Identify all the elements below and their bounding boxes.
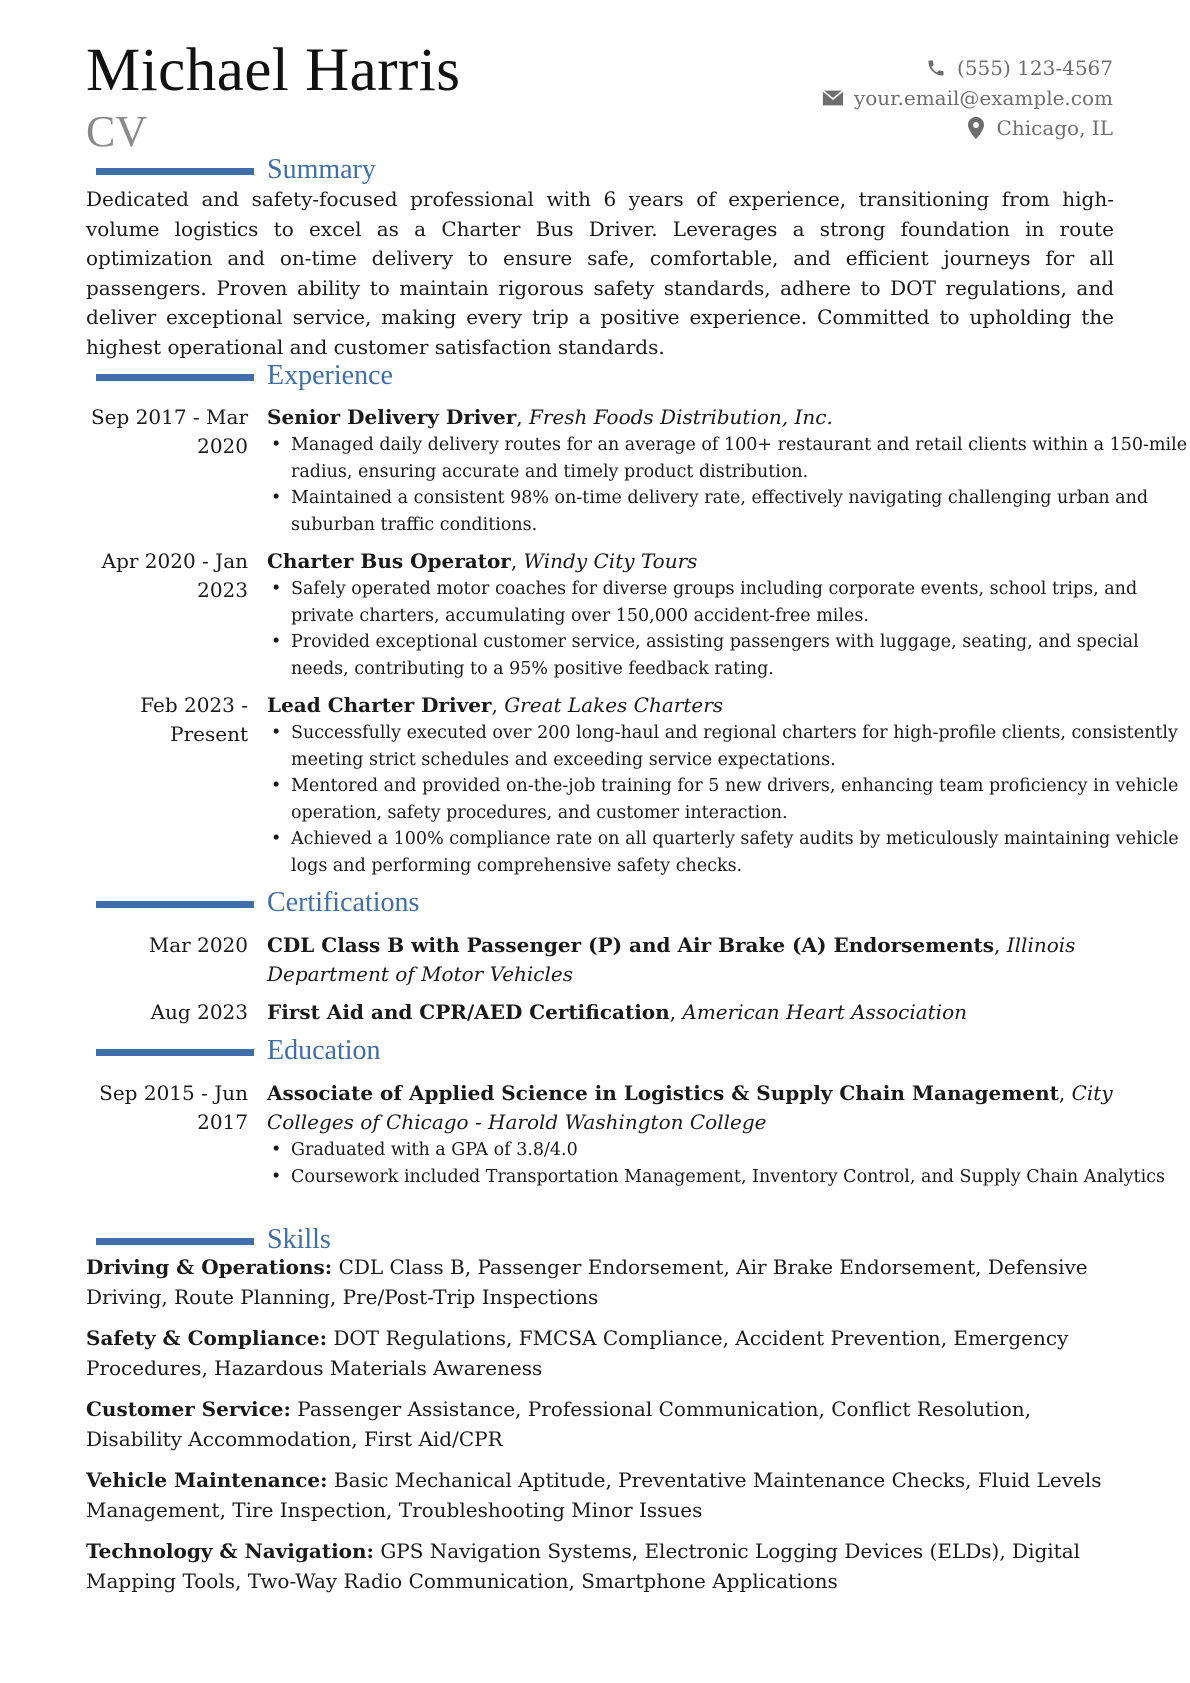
bullet-item: • Maintained a consistent 98% on-time delivery rate, effectively navigating challenging urban and suburban traffic conditions.	[267, 485, 1190, 538]
contact-phone[interactable]	[822, 53, 1113, 83]
candidate-name: Michael Harris	[86, 37, 461, 104]
section-title-skills: Skills	[267, 1224, 331, 1255]
section-accent-bar	[96, 1049, 254, 1056]
job-title: Lead Charter Driver	[267, 693, 492, 717]
skill-category: Technology & Navigation:	[86, 1539, 374, 1563]
bullet-item: • Successfully executed over 200 long-haul and regional charters for high-profile clients, consistently meeting strict schedules and exceeding service expectations.	[267, 720, 1190, 773]
certification-name: First Aid and CPR/AED Certification	[267, 1000, 670, 1024]
entry-date: Feb 2023 - Present	[140, 693, 248, 746]
skill-values: GPS Navigation Systems, Electronic Logging Devices (ELDs), Digital Mapping Tools, Two-Way Radio Communication, Smartphone Applications	[86, 1539, 1081, 1593]
entry-date: Mar 2020	[148, 933, 248, 957]
document-subtitle: CV	[86, 107, 148, 156]
entry-heading: Senior Delivery Driver, Fresh Foods Distribution, Inc.	[267, 405, 833, 429]
bullet-list	[267, 576, 1190, 682]
employer: Fresh Foods Distribution, Inc.	[528, 405, 833, 429]
employer: Great Lakes Charters	[504, 693, 724, 717]
bullet-list	[267, 1137, 1190, 1190]
entry-heading: Lead Charter Driver, Great Lakes Charters	[267, 693, 724, 717]
certification-issuer: American Heart Association	[682, 1000, 967, 1024]
skill-category: Customer Service:	[86, 1397, 291, 1421]
skill-category: Safety & Compliance:	[86, 1326, 327, 1350]
skill-values: Passenger Assistance, Professional Communication, Conflict Resolution, Disability Accommodation, First Aid/CPR	[86, 1397, 1031, 1451]
skill-values: DOT Regulations, FMCSA Compliance, Accident Prevention, Emergency Procedures, Hazardous Materials Awareness	[86, 1326, 1069, 1380]
phone-text: (555) 123-4567	[957, 56, 1113, 80]
certification-issuer: Illinois Department of Motor Vehicles	[267, 933, 1076, 986]
map-pin-icon	[965, 117, 987, 139]
section-accent-bar	[96, 374, 254, 381]
section-title-certifications: Certifications	[267, 887, 420, 918]
summary-text: Dedicated and safety-focused professional with 6 years of experience, transitioning from high-volume logistics to excel as a Charter Bus Driver. Leverages a strong foundation in route optimization and on-time delivery to ensure safe, comfortable, and efficient journeys for all passengers. Proven ability to maintain rigorous safety standards, adhere to DOT regulations, and deliver exceptional service, making every trip a positive experience. Committed to upholding the highest operational and customer satisfaction standards.	[86, 187, 1114, 359]
job-title: Charter Bus Operator	[267, 549, 511, 573]
entry-heading: Charter Bus Operator, Windy City Tours	[267, 549, 698, 573]
contact-location	[822, 113, 1113, 143]
section-accent-bar	[96, 901, 254, 908]
location-text: Chicago, IL	[996, 116, 1113, 140]
skill-values: Basic Mechanical Aptitude, Preventative Maintenance Checks, Fluid Levels Management, Tire Inspection, Troubleshooting Minor Issues	[86, 1468, 1102, 1522]
contact-email[interactable]	[822, 83, 1113, 113]
section-accent-bar	[96, 168, 254, 175]
section-accent-bar	[96, 1238, 254, 1245]
email-text: your.email@example.com	[853, 86, 1113, 110]
bullet-list	[267, 432, 1190, 538]
entry-heading: First Aid and CPR/AED Certification, American Heart Association	[267, 1000, 967, 1024]
employer: Windy City Tours	[523, 549, 698, 573]
bullet-list	[267, 720, 1190, 879]
bullet-item: • Provided exceptional customer service, assisting passengers with luggage, seating, and special needs, contributing to a 95% positive feedback rating.	[267, 629, 1190, 682]
skill-row	[86, 1466, 1116, 1525]
entry-heading: CDL Class B with Passenger (P) and Air Brake (A) Endorsements, Illinois Department of Motor Vehicles	[267, 933, 1076, 986]
bullet-item: • Achieved a 100% compliance rate on all quarterly safety audits by meticulously maintaining vehicle logs and performing comprehensive safety checks.	[267, 826, 1190, 879]
section-title-summary: Summary	[267, 154, 376, 185]
certification-name: CDL Class B with Passenger (P) and Air Brake (A) Endorsements	[267, 933, 995, 957]
contact-block	[822, 53, 1113, 143]
entry-heading: Associate of Applied Science in Logistics & Supply Chain Management, City Colleges of Chicago - Harold Washington College	[267, 1081, 1113, 1134]
skill-values: CDL Class B, Passenger Endorsement, Air Brake Endorsement, Defensive Driving, Route Planning, Pre/Post-Trip Inspections	[86, 1255, 1088, 1309]
degree-name: Associate of Applied Science in Logistics & Supply Chain Management	[267, 1081, 1059, 1105]
skill-row	[86, 1324, 1116, 1383]
envelope-icon	[822, 87, 844, 109]
bullet-item: • Managed daily delivery routes for an average of 100+ restaurant and retail clients within a 150-mile radius, ensuring accurate and timely product distribution.	[267, 432, 1190, 485]
entry-date: Apr 2020 - Jan 2023	[101, 549, 248, 602]
entry-date: Aug 2023	[150, 1000, 248, 1024]
bullet-item: • Safely operated motor coaches for diverse groups including corporate events, school trips, and private charters, accumulating over 150,000 accident-free miles.	[267, 576, 1190, 629]
job-title: Senior Delivery Driver	[267, 405, 517, 429]
skill-row	[86, 1537, 1116, 1596]
bullet-item: • Coursework included Transportation Management, Inventory Control, and Supply Chain Analytics	[267, 1164, 1190, 1191]
school-name: City Colleges of Chicago - Harold Washington College	[267, 1081, 1113, 1134]
section-title-experience: Experience	[267, 360, 393, 391]
bullet-item: • Mentored and provided on-the-job training for 5 new drivers, enhancing team proficiency in vehicle operation, safety procedures, and customer interaction.	[267, 773, 1190, 826]
skill-row	[86, 1395, 1116, 1454]
entry-date: Sep 2015 - Jun 2017	[99, 1081, 248, 1134]
phone-icon	[925, 57, 947, 79]
skills-list	[86, 1253, 1116, 1608]
section-title-education: Education	[267, 1035, 381, 1066]
bullet-item: • Graduated with a GPA of 3.8/4.0	[267, 1137, 1190, 1164]
skill-category: Vehicle Maintenance:	[86, 1468, 328, 1492]
entry-date: Sep 2017 - Mar 2020	[90, 405, 248, 458]
skill-row	[86, 1253, 1116, 1312]
skill-category: Driving & Operations:	[86, 1255, 333, 1279]
